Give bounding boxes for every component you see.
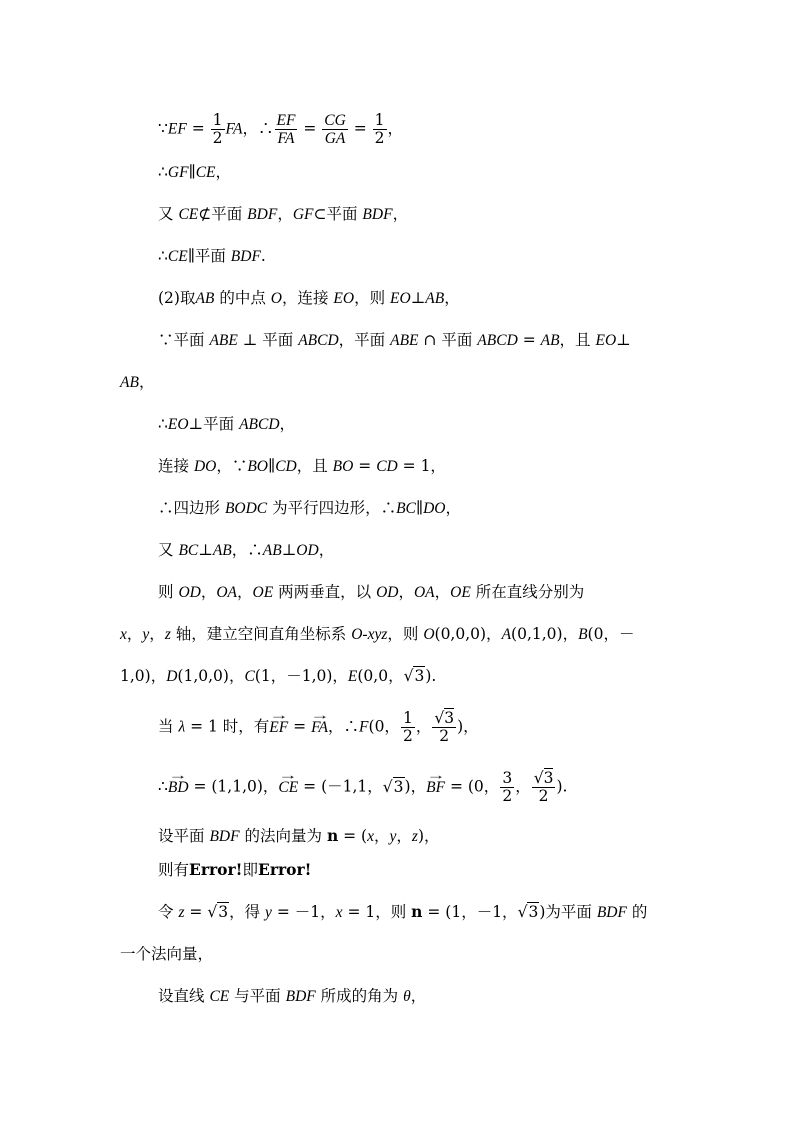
text: = xyxy=(288,717,312,736)
math-var: y xyxy=(265,904,272,921)
numerator: CG xyxy=(324,112,346,129)
therefore-symbol: ∴ xyxy=(158,247,168,265)
text: ， xyxy=(237,583,253,601)
text: ). xyxy=(425,667,437,685)
math-var: AB xyxy=(120,374,139,391)
text-line-4 xyxy=(158,246,266,267)
sqrt: √3 xyxy=(382,777,404,796)
math-var: EO xyxy=(333,290,355,307)
vector: → BD xyxy=(168,778,189,798)
math-var: y xyxy=(142,626,150,643)
math-var: BDF xyxy=(230,248,261,265)
text: )， xyxy=(404,777,427,796)
text: )， xyxy=(457,717,479,736)
denominator: 2 xyxy=(212,129,223,147)
radicand: 3 xyxy=(528,903,539,921)
text: = 1 时，有 xyxy=(185,717,270,736)
text: 两两垂直，以 xyxy=(273,583,377,601)
math-var: A xyxy=(501,626,512,643)
math-var: z xyxy=(164,626,171,643)
math-var: EF xyxy=(167,120,187,138)
math-var: OD xyxy=(296,542,319,559)
text: ∩ 平面 xyxy=(418,331,478,349)
math-var: ABE xyxy=(209,332,238,349)
text: = 1，则 xyxy=(342,903,412,921)
text: ， xyxy=(277,205,293,223)
fraction xyxy=(500,770,514,805)
math-var: B xyxy=(578,626,588,643)
text: ， xyxy=(215,163,232,181)
math-var: GF xyxy=(292,206,314,223)
math-var: x xyxy=(120,626,127,643)
sqrt: √3 xyxy=(403,667,425,685)
text: ). xyxy=(556,777,568,796)
math-var: EO xyxy=(167,416,189,433)
text-line-19 xyxy=(158,902,647,923)
text: 的中点 xyxy=(214,289,271,307)
text: 又 xyxy=(158,205,179,223)
text: 为平行四边形，∴ xyxy=(267,499,397,517)
text-line-14 xyxy=(120,666,436,687)
math-var: CE xyxy=(167,248,188,265)
math-var: z xyxy=(178,904,185,921)
denominator: 2 xyxy=(532,787,556,805)
math-var: OE xyxy=(450,584,471,601)
text: ，平面 xyxy=(338,331,391,349)
perp-symbol: ⊥ xyxy=(198,541,213,559)
text: ，且 xyxy=(296,457,333,475)
error-text: Error! xyxy=(258,860,312,879)
math-var: O xyxy=(270,290,282,307)
normal-vector: n xyxy=(326,826,339,845)
math-var: OD xyxy=(178,584,201,601)
therefore-symbol: ∴ xyxy=(158,415,168,433)
text: ，∴ xyxy=(328,717,360,736)
vector: → EF xyxy=(269,718,288,738)
text: = (－1,1， xyxy=(298,777,383,796)
text: 令 xyxy=(158,903,179,921)
radicand: 3 xyxy=(393,777,404,796)
radicand: 3 xyxy=(414,667,425,685)
math-var: O-xyz xyxy=(351,626,388,643)
text: (0， xyxy=(368,717,400,736)
math-var: BO xyxy=(332,458,354,475)
perp-symbol: ⊥ xyxy=(410,289,426,307)
text: ⊥平面 xyxy=(188,415,240,433)
text-line-8 xyxy=(158,414,295,435)
text-line-10 xyxy=(158,498,461,519)
text: ，则 xyxy=(387,625,424,643)
text-line-2 xyxy=(158,162,231,183)
math-var: BDF xyxy=(209,828,240,845)
text-line-3 xyxy=(158,204,408,225)
math-var: AB xyxy=(425,290,445,307)
math-var: BC xyxy=(396,500,416,517)
text: = xyxy=(353,457,377,475)
text: ， xyxy=(126,625,143,643)
math-var: z xyxy=(411,828,418,845)
math-var: AB xyxy=(540,332,560,349)
math-var: D xyxy=(166,668,178,685)
text: (2)取 xyxy=(158,289,196,307)
text: 的 xyxy=(626,903,648,921)
text: )， xyxy=(417,827,440,845)
math-var: O xyxy=(423,626,435,643)
text-line-20 xyxy=(120,944,213,964)
numerator: 1 xyxy=(212,111,223,129)
text: ， xyxy=(374,827,390,845)
text: ⊄平面 xyxy=(198,205,248,223)
math-var: BDF xyxy=(596,904,627,921)
text-line-13 xyxy=(120,624,634,645)
text: ， xyxy=(279,415,296,433)
math-var: DO xyxy=(423,500,446,517)
math-var: AB xyxy=(195,290,215,307)
denominator: 2 xyxy=(402,727,413,745)
denominator: 2 xyxy=(502,787,513,805)
math-var: x xyxy=(367,828,374,845)
therefore-symbol: ∴ xyxy=(158,163,168,181)
math-var: AB xyxy=(262,542,282,559)
text: 的法向量为 xyxy=(239,827,327,845)
fraction xyxy=(211,112,225,147)
math-var: x xyxy=(335,904,343,921)
text: 又 xyxy=(158,541,179,559)
sqrt: √3 xyxy=(517,903,539,921)
fraction xyxy=(322,112,348,147)
text: ， xyxy=(415,717,432,736)
radicand: 3 xyxy=(444,709,455,727)
text: ， xyxy=(434,583,451,601)
math-var: λ xyxy=(178,718,186,736)
vector: → BF xyxy=(426,778,445,798)
text: ， xyxy=(445,499,461,517)
parallel-symbol: ∥ xyxy=(188,163,196,181)
math-var: θ xyxy=(403,988,411,1005)
text: = (0， xyxy=(445,777,500,796)
math-var: CE xyxy=(209,988,230,1005)
fraction xyxy=(373,112,387,147)
text: = xyxy=(517,331,541,349)
text-line-6 xyxy=(158,330,631,351)
fraction xyxy=(532,770,556,805)
radicand: 3 xyxy=(543,769,554,787)
text: ， xyxy=(515,777,531,796)
text: = xyxy=(186,119,210,138)
math-var: EO xyxy=(390,290,411,307)
text: = －1， xyxy=(271,903,336,921)
text: ， xyxy=(149,625,165,643)
math-var: CD xyxy=(376,458,398,475)
math-var: y xyxy=(389,828,397,845)
parallel-symbol: ∥ xyxy=(415,499,424,517)
math-var: DO xyxy=(193,458,217,475)
text: ， xyxy=(138,373,155,391)
sqrt: √3 xyxy=(207,903,229,921)
math-var: FA xyxy=(225,120,243,138)
denominator: 2 xyxy=(432,727,456,745)
math-var: BDF xyxy=(362,206,393,223)
math-var: OA xyxy=(413,584,435,601)
text: ，则 xyxy=(354,289,391,307)
math-var: ABCD xyxy=(298,332,339,349)
text: 一个法向量， xyxy=(120,945,214,963)
text: (1,0,0)， xyxy=(177,667,245,685)
text-line-12 xyxy=(158,582,584,603)
text: ，∴ xyxy=(242,119,274,138)
text-line-1 xyxy=(158,112,403,147)
because-symbol: ∵ xyxy=(158,119,168,138)
math-var: C xyxy=(244,668,255,685)
fraction xyxy=(401,710,415,745)
text: 所成的角为 xyxy=(315,987,404,1005)
text: (1，－1,0)， xyxy=(254,667,348,685)
math-var: ABCD xyxy=(239,416,280,433)
math-var: CE xyxy=(178,206,199,223)
text: (0，－ xyxy=(587,625,635,643)
math-var: BDF xyxy=(285,988,316,1005)
math-var: E xyxy=(347,668,358,685)
text: ， xyxy=(387,119,404,138)
numerator: √3 xyxy=(434,709,455,727)
fraction xyxy=(432,710,456,745)
text: ， xyxy=(396,827,412,845)
math-var: BDF xyxy=(247,206,278,223)
text-line-15 xyxy=(158,710,479,745)
text: ， xyxy=(200,583,217,601)
math-var: BO xyxy=(247,458,269,475)
text: 连接 xyxy=(158,457,194,475)
text-line-18 xyxy=(158,860,311,880)
math-var: CD xyxy=(275,458,297,475)
math-var: CE xyxy=(195,164,216,181)
math-var: BC xyxy=(178,542,199,559)
math-var: OA xyxy=(216,584,238,601)
math-var: OE xyxy=(252,584,274,601)
text: = xyxy=(184,903,208,921)
math-var: BODC xyxy=(224,500,268,517)
text: 所在直线分别为 xyxy=(470,583,585,601)
text: = (1,1,0)， xyxy=(188,777,279,796)
numerator: 3 xyxy=(502,769,513,787)
text-line-17 xyxy=(158,826,440,847)
text: ， xyxy=(398,583,414,601)
text: 设直线 xyxy=(158,987,210,1005)
math-var: AB xyxy=(212,542,232,559)
text: ∥平面 xyxy=(187,247,231,265)
parallel-symbol: ∥ xyxy=(268,457,276,475)
text: ， xyxy=(410,987,427,1005)
text: (0,0,0)， xyxy=(434,625,502,643)
error-text: Error! xyxy=(189,860,243,879)
text: 当 xyxy=(158,717,179,736)
text: ，∵ xyxy=(216,457,248,475)
math-var: ABCD xyxy=(477,332,518,349)
text-line-11 xyxy=(158,540,334,561)
text: ，∴ xyxy=(231,541,263,559)
text: 则有 xyxy=(158,861,190,879)
text: (0,1,0)， xyxy=(511,625,579,643)
text: = xyxy=(348,119,372,138)
text: ∴四边形 xyxy=(158,499,225,517)
math-var: ABE xyxy=(390,332,419,349)
denominator: GA xyxy=(322,129,348,147)
math-var: OD xyxy=(376,584,399,601)
text: = (1，－1， xyxy=(422,903,518,921)
text: ，且 xyxy=(559,331,596,349)
therefore-symbol: ∴ xyxy=(158,777,168,796)
text: = 1， xyxy=(397,457,446,475)
numerator: EF xyxy=(276,112,296,129)
numerator: 1 xyxy=(374,111,385,129)
text-line-5 xyxy=(158,288,460,309)
text: = xyxy=(298,119,322,138)
numerator: √3 xyxy=(533,769,554,787)
text: ， xyxy=(392,205,409,223)
math-var: EO xyxy=(595,332,617,349)
text: 设平面 xyxy=(158,827,210,845)
text-line-9 xyxy=(158,456,446,477)
text: ， xyxy=(318,541,335,559)
text: ⊥ 平面 xyxy=(237,331,299,349)
radicand: 3 xyxy=(218,903,229,921)
text: ，连接 xyxy=(281,289,334,307)
text: ， xyxy=(444,289,460,307)
text-line-21 xyxy=(158,986,426,1007)
math-var: GF xyxy=(167,164,189,181)
text: 与平面 xyxy=(229,987,286,1005)
vector: → CE xyxy=(278,778,298,798)
text-line-16 xyxy=(158,770,567,805)
text: 则 xyxy=(158,583,179,601)
text: ∵平面 xyxy=(158,331,210,349)
perp-symbol: ⊥ xyxy=(281,541,297,559)
text: 1,0)， xyxy=(120,667,167,685)
text: = ( xyxy=(338,827,368,845)
denominator: FA xyxy=(275,129,298,147)
text: )为平面 xyxy=(539,903,597,921)
numerator: 1 xyxy=(402,709,413,727)
text: 即 xyxy=(242,861,258,879)
normal-vector: n xyxy=(411,902,423,921)
perp-symbol: ⊥ xyxy=(616,331,631,349)
text: ⊂平面 xyxy=(313,205,363,223)
text-line-7 xyxy=(120,372,154,393)
text: (0,0， xyxy=(357,667,404,685)
text: . xyxy=(260,247,266,265)
vector: → FA xyxy=(311,718,328,738)
math-var: F xyxy=(359,718,369,736)
text: ，得 xyxy=(229,903,266,921)
fraction xyxy=(275,112,298,147)
denominator: 2 xyxy=(374,129,385,147)
text: 轴，建立空间直角坐标系 xyxy=(170,625,352,643)
